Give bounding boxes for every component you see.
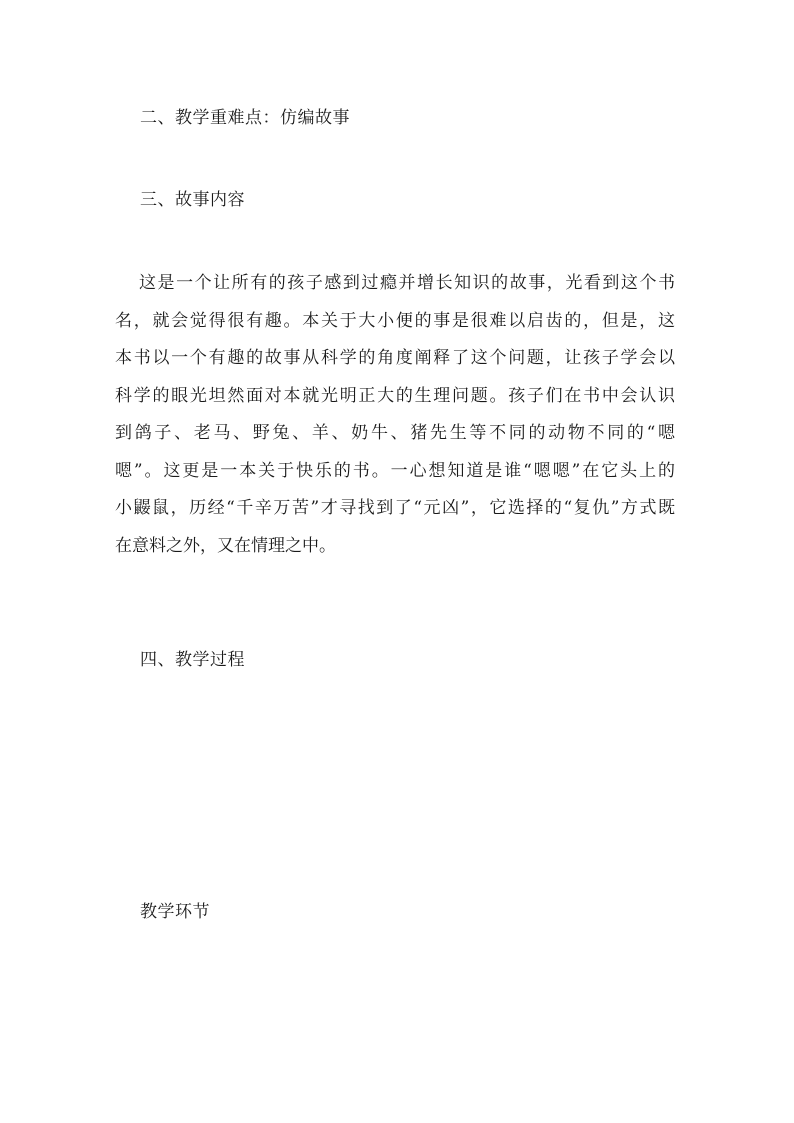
section-heading-story-content: 三、故事内容 (140, 190, 245, 210)
story-line: 名，就会觉得很有趣。本关于大小便的事是很难以启齿的，但是，这 (115, 310, 675, 331)
story-line: 到鸽子、老马、野兔、羊、奶牛、猪先生等不同的动物不同的“嗯 (115, 423, 675, 443)
story-line: 在意料之外，又在情理之中。 (115, 535, 336, 556)
story-paragraph (115, 265, 675, 565)
story-line: 嗯”。这更是一本关于快乐的书。一心想知道是谁“嗯嗯”在它头上的 (115, 460, 675, 481)
section-heading-key-points: 二、教学重难点：仿编故事 (140, 108, 350, 128)
story-line: 本书以一个有趣的故事从科学的角度阐释了这个问题，让孩子学会以 (115, 348, 675, 368)
story-line: 小鼹鼠，历经“千辛万苦”才寻找到了“元凶”，它选择的“复仇”方式既 (115, 498, 675, 518)
story-line: 这是一个让所有的孩子感到过瘾并增长知识的故事，光看到这个书 (139, 273, 675, 293)
subheading-teaching-steps: 教学环节 (140, 902, 210, 922)
section-heading-teaching-process: 四、教学过程 (140, 650, 245, 670)
story-line: 科学的眼光坦然面对本就光明正大的生理问题。孩子们在书中会认识 (115, 385, 675, 406)
